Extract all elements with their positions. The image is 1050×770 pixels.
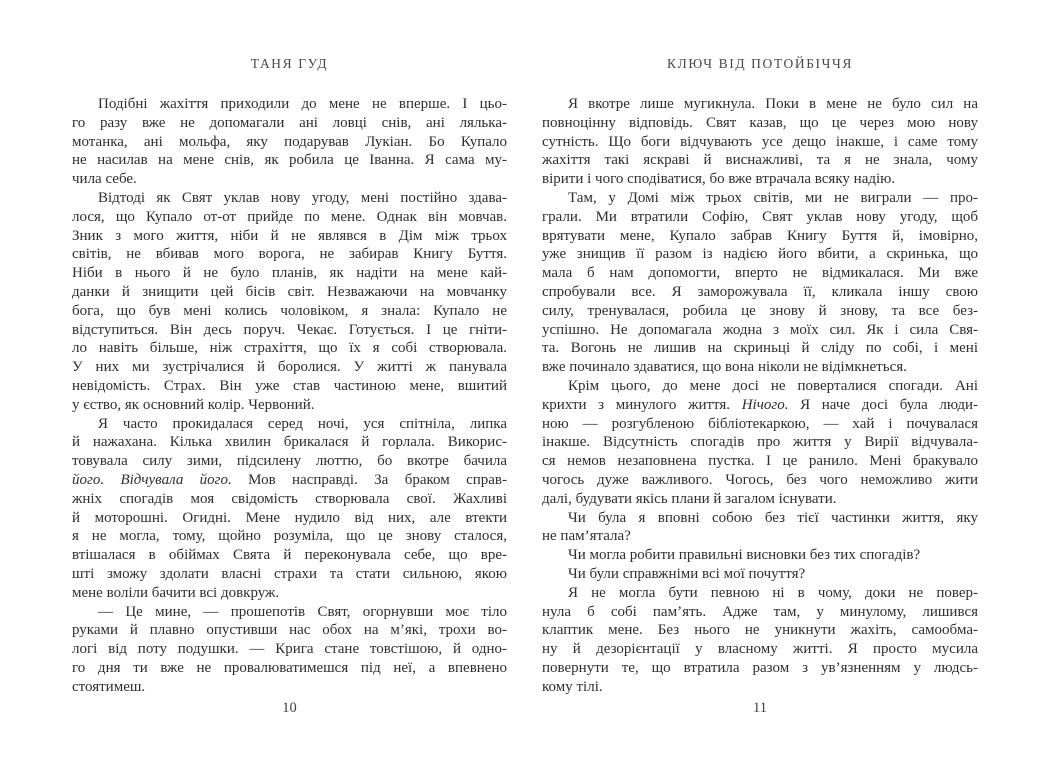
text-line: грали. Ми втратили Софію, Свят уклав нову угоду, щоб	[542, 208, 978, 225]
page-left	[72, 0, 507, 770]
running-header-right: КЛЮЧ ВІД ПОТОЙБІЧЧЯ	[666, 56, 854, 71]
text-line: го дня ти вже не провалюватимешся під неї, а впевнено	[72, 659, 507, 676]
text-line: У них ми зустрічалися й боролися. У житті ж панувала	[72, 359, 507, 376]
text-line: спробували все. Я заморожувала її, кликала іншу свою	[542, 283, 978, 300]
text-line: й моторошні. Огидні. Мене нудило від них, але втекти	[72, 509, 507, 526]
text-line: повернути те, що втратила разом з ув’язненням у людсь-	[542, 659, 978, 676]
page-number-left: 10	[282, 700, 297, 716]
text-line: й нажахана. Кілька хвилин брикалася й горлала. Викорис-	[72, 434, 507, 451]
text-line: Чи була я вповні собою без тієї частинки життя, яку	[568, 509, 978, 526]
text-line: руками й плавно опустивши нас обох на м’які, трохи во-	[72, 622, 507, 639]
text-line: чогось дуже важливого. Чогось, без чого неможливо жити	[542, 471, 978, 488]
text-line: бога, що був мені колись чоловіком, я знала: Купало не	[72, 302, 507, 319]
text-line: данки й знищити цей бісів світ. Незважаючи на мовчанку	[72, 283, 507, 300]
text-line: Я вкотре лише мугикнула. Поки в мене не було сил на	[568, 96, 978, 112]
text-line: вже починало здаватися, що вона ніколи не відімкнеться.	[542, 359, 907, 376]
text-line: ну й дезорієнтації у власному житті. Я просто мусила	[542, 641, 978, 658]
page-right	[542, 0, 978, 770]
text-line: не пам’ятала?	[542, 528, 631, 545]
text-line: жахіття такі яскраві й виснажливі, та я не знала, чому	[542, 152, 978, 169]
text-line: врятувати мене, Купало забрав Книгу Буття й, імовірно,	[542, 227, 978, 244]
text-line: втішалася в обіймах Свята й переконувала себе, що вре-	[72, 547, 507, 564]
text-line: сутність. Що боги відчувають усе дещо інакше, і саме тому	[542, 133, 978, 150]
text-line: Я не могла бути певною ні в чому, доки не повер-	[568, 584, 978, 601]
page-number-right: 11	[753, 700, 767, 716]
text-line: не насилав на мене снів, як робила це Іванна. Я сама му-	[72, 152, 507, 169]
text-line: Подібні жахіття приходили до мене не вперше. І цьо-	[98, 96, 507, 112]
text-line: інакше. Відсутність спогадів про життя у Вирії відчувала-	[542, 434, 978, 451]
text-line: мотанка, ані мольфа, яку подарував Лукіан. Бо Купало	[72, 133, 507, 150]
text-line: Чи були справжніми всі мої почуття?	[568, 565, 806, 582]
text-line: чила себе.	[72, 171, 137, 188]
text-line: мала б нам допомогти, вперто не відмикалася. Ми вже	[542, 265, 978, 282]
text-line: шті зможу здолати власні страхи та стати сильною, якою	[72, 565, 507, 582]
page-body-right	[542, 95, 978, 697]
text-line: та. Вогонь не лишив на скриньці й сліду по собі, і мені	[542, 340, 978, 357]
text-line: кому тілі.	[542, 678, 603, 695]
text-line: ло навіть більше, ніж страхіття, що їх я собі створювала.	[72, 340, 507, 357]
text-line: відступиться. Він десь поруч. Чекає. Готується. І це гніти-	[72, 321, 507, 338]
text-line: ною — розгубленою бібліотекаркою, — хай і почувалася	[542, 415, 978, 432]
text-line: я не могла, тому, щойно розуміла, що це знову сталося,	[72, 528, 507, 545]
text-line: Там, у Домі між трьох світів, ми не виграли — про-	[568, 189, 978, 206]
text-line: його. Відчувала його. Мов насправді. За браком справ-	[72, 471, 507, 488]
text-line: логі від поту подушки. — Крига стане товстішою, й одно-	[72, 641, 507, 658]
text-line: Відтоді як Свят уклав нову угоду, мені постійно здава-	[98, 189, 507, 206]
text-line: ся немов незаповнена пустка. І це ранило. Мені бракувало	[542, 453, 978, 470]
text-line: уже знищив її разом із надією його вбити, а скринька, що	[542, 246, 978, 263]
text-line: успішно. Не допомагала жодна з моїх сил. Як і сила Свя-	[542, 321, 978, 338]
page-body-left	[72, 95, 507, 697]
text-line: товувала силу зими, підсилену люттю, бо вкотре бачила	[72, 453, 507, 470]
text-line: вірити і чого сподіватися, бо вже втрачала всяку надію.	[542, 171, 896, 188]
text-line: Крім цього, до мене досі не поверталися спогади. Ані	[568, 377, 978, 394]
text-line: — Це мине, — прошепотів Свят, огорнувши моє тіло	[98, 603, 507, 620]
text-line: Зник з мого життя, ніби й не являвся в Дім між трьох	[72, 227, 507, 244]
text-line: Чи могла робити правильні висновки без тих спогадів?	[568, 547, 921, 564]
text-line: Я часто прокидалася серед ночі, уся спітніла, липка	[98, 415, 507, 432]
text-line: го разу вже не допомагали ані ловці снів, ані лялька-	[72, 114, 507, 131]
running-header-left: ТАНЯ ГУД	[250, 56, 329, 71]
text-line: жніх спогадів моя свідомість створювала свої. Жахливі	[72, 490, 507, 507]
text-line: у єство, як основний колір. Червоний.	[72, 396, 315, 413]
text-line: Ніби в нього й не було планів, як надіти на мене кай-	[72, 265, 507, 282]
text-line: лося, що Купало от-от прийде по мене. Однак він мовчав.	[72, 208, 507, 225]
text-line: нула б собі пам’ять. Адже там, у минулому, лишився	[542, 603, 978, 620]
text-line: клаптик мене. Без нього не уникнути жахіть, самообма-	[542, 622, 978, 639]
text-line: повноцінну відповідь. Свят казав, що це через мою нову	[542, 114, 978, 131]
text-line: невідомість. Страх. Він уже став частиною мене, вшитий	[72, 377, 507, 394]
text-line: стоятимеш.	[72, 678, 146, 695]
text-line: силу, тренувалася, робила це знову й знову, та все без-	[542, 302, 978, 319]
text-line: далі, будувати якісь плани й загалом існувати.	[542, 490, 837, 507]
text-line: світів, не вбивав мого ворога, не забирав Книгу Буття.	[72, 246, 507, 263]
text-line: крихти з минулого життя. Нічого. Я наче досі була люди-	[542, 396, 978, 413]
text-line: мене воліли бачити всі довкруж.	[72, 584, 280, 601]
